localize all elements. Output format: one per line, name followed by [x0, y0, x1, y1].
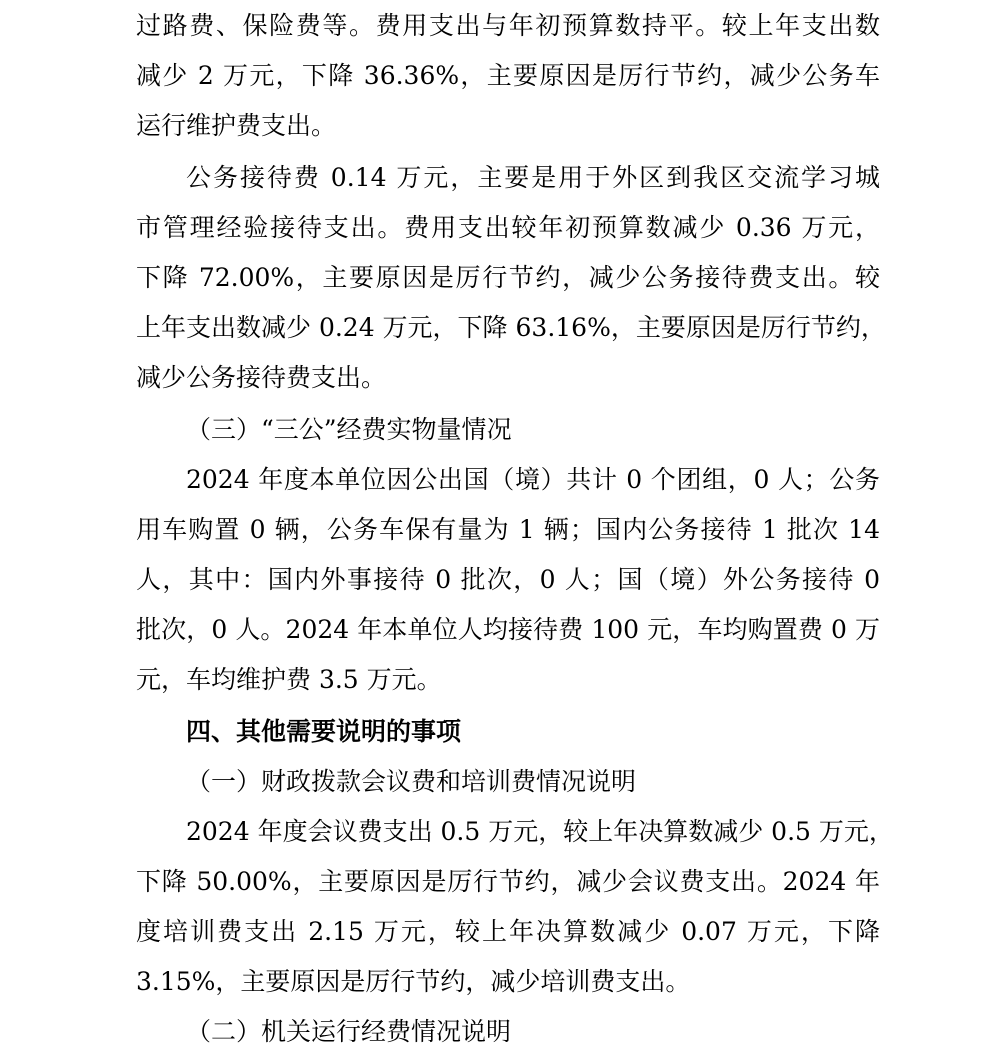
section-heading: （一）财政拨款会议费和培训费情况说明: [186, 767, 637, 796]
paragraph-line: 过路费、保险费等。费用支出与年初预算数持平。较上年支出数: [136, 11, 880, 40]
paragraph-line: 元，车均维护费 3.5 万元。: [136, 665, 442, 694]
paragraph-line: 用车购置 0 辆，公务车保有量为 1 辆；国内公务接待 1 批次 14: [136, 515, 880, 544]
paragraph-line: 减少 2 万元，下降 36.36%，主要原因是厉行节约，减少公务车: [136, 61, 880, 90]
paragraph-line: 批次，0 人。2024 年本单位人均接待费 100 元，车均购置费 0 万: [136, 615, 880, 644]
section-heading: （三）“三公”经费实物量情况: [186, 415, 512, 444]
paragraph-line: 下降 72.00%，主要原因是厉行节约，减少公务接待费支出。较: [136, 263, 880, 292]
paragraph-line: 下降 50.00%，主要原因是厉行节约，减少会议费支出。2024 年: [136, 867, 880, 896]
paragraph-line: 上年支出数减少 0.24 万元，下降 63.16%，主要原因是厉行节约，: [136, 313, 886, 342]
paragraph-line: 度培训费支出 2.15 万元，较上年决算数减少 0.07 万元，下降: [136, 917, 880, 946]
paragraph-line: 市管理经验接待支出。费用支出较年初预算数减少 0.36 万元，: [136, 213, 880, 242]
section-heading: （二）机关运行经费情况说明: [186, 1017, 512, 1046]
paragraph-line: 公务接待费 0.14 万元，主要是用于外区到我区交流学习城: [186, 163, 880, 192]
paragraph-line: 2024 年度本单位因公出国（境）共计 0 个团组，0 人；公务: [186, 465, 880, 494]
paragraph-line: 2024 年度会议费支出 0.5 万元，较上年决算数减少 0.5 万元，: [186, 817, 894, 846]
chapter-heading: 四、其他需要说明的事项: [186, 717, 462, 746]
paragraph-line: 人，其中：国内外事接待 0 批次，0 人；国（境）外公务接待 0: [136, 565, 880, 594]
paragraph-line: 3.15%，主要原因是厉行节约，减少培训费支出。: [136, 967, 691, 996]
paragraph-line: 减少公务接待费支出。: [136, 363, 387, 392]
paragraph-line: 运行维护费支出。: [136, 111, 337, 140]
